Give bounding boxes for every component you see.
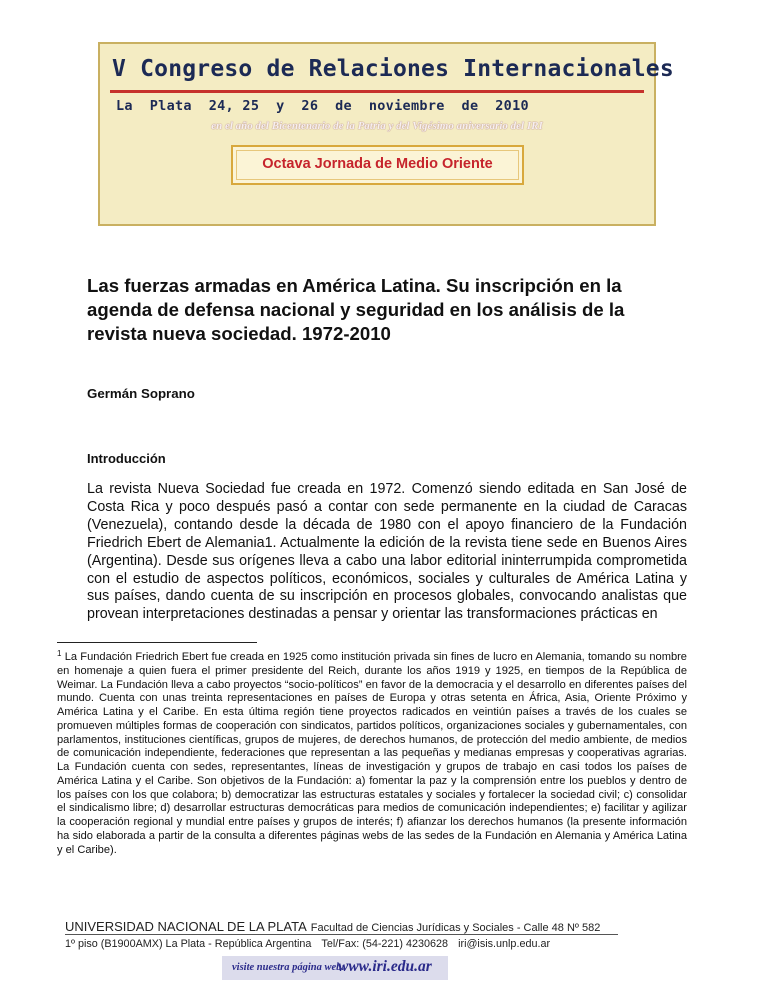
section-heading: Introducción [87,451,166,466]
footnote-text: La Fundación Friedrich Ebert fue creada en 1925 como institución privada sin fines de lucro en Alemania, tomando su nombre en homenaje a quien fuera el primer presidente del Reich, durante los años 1919 y 1925, en tiempos de la República de Weimar. La Fundación lleva a cabo proyectos “socio-políticos” en favor de la democracia y el desarrollo en diferentes países del mundo. Cuenta con unas treinta representaciones en países de Europa y otras setenta en África, Asia, Oriente Próximo y América Latina y el Caribe. En esta última región tiene proyectos radicados en veintiún países a través de los cuales se promueven múltiples formas de cooperación con sindicatos, partidos políticos, organizaciones sociales y gubernamentales, con parlamentos, instituciones científicas, grupos de mujeres, de derechos humanos, de protección del medio ambiente, de medios de comunicación independiente, federaciones que representan a las pequeñas y medianas empresas y cooperativas agrarias. La Fundación cuenta con sedes, representantes, líneas de investigación y grupos de trabajo en casi todos los países de América Latina y el Caribe. Son objetivos de la Fundación: a) fomentar la paz y la comprensión entre los pueblos y dentro de los países con los que colabora; b) democratizar las estructuras estatales y sociales y fortalecer la sociedad civil; c) consolidar el sindicalismo libre; d) desarrollar estructuras democráticas para medios de comunicación independientes; e) facilitar y agilizar la cooperación regional y mundial entre países y grupos de interés; f) afianzar los derechos humanos (la presente información ha sido elaborada a partir de la consulta a diferentes páginas webs de las sedes de la Fundación en Alemania y América Latina y el Caribe). [57,651,687,856]
footer-university-line [65,919,600,934]
event-name: Octava Jornada de Medio Oriente [262,156,493,172]
document-title: Las fuerzas armadas en América Latina. Su inscripción en la agenda de defensa nacional y seguridad en los análisis de la revista nueva sociedad. 1972-2010 [87,275,625,344]
banner-title: V Congreso de Relaciones Internacionales [112,56,674,82]
faculty-address: Facultad de Ciencias Jurídicas y Sociales - Calle 48 Nº 582 [310,922,601,934]
university-name: UNIVERSIDAD NACIONAL DE LA PLATA [65,919,307,934]
footer-divider [65,934,618,935]
congress-banner [98,42,674,226]
footer-contact-line [65,938,550,950]
event-box [231,145,524,185]
banner-divider [110,90,644,93]
footnote-separator [57,642,257,643]
website-link[interactable]: www.iri.edu.ar [338,958,432,975]
street-address: 1º piso (B1900AMX) La Plata - República Argentina [65,938,312,950]
website-label: visite nuestra página web: [232,962,345,973]
website-banner [222,956,448,980]
author-name: Germán Soprano [87,386,195,401]
phone-number: Tel/Fax: (54-221) 4230628 [321,938,449,950]
email-address[interactable]: iri@isis.unlp.edu.ar [458,938,551,950]
intro-paragraph: La revista Nueva Sociedad fue creada en 1972. Comenzó siendo editada en San José de Costa Rica y poco después pasó a contar con sede permanente en la ciudad de Caracas (Venezuela), contando desde la década de 1980 con el apoyo financiero de la Fundación Friedrich Ebert de Alemania1. Actualmente la edición de la revista tiene sede en Buenos Aires (Argentina). Desde sus orígenes lleva a cabo una labor editorial ininterrumpida comprometida con el estudio de aspectos políticos, económicos, sociales y culturales de América Latina y sus países, dando cuenta de su inscripción en procesos globales, convocando analistas que provean interpretaciones destinadas a pensar y orientar las transformaciones prácticas en [87,481,687,623]
banner-subtitle: en el año del Bicentenario de la Patria y del Vigésimo aniversario del IRI [211,120,543,132]
footnote-number: 1 [57,649,62,658]
banner-dates: La Plata 24, 25 y 26 de noviembre de 2010 [116,98,529,114]
footnote [57,647,687,857]
